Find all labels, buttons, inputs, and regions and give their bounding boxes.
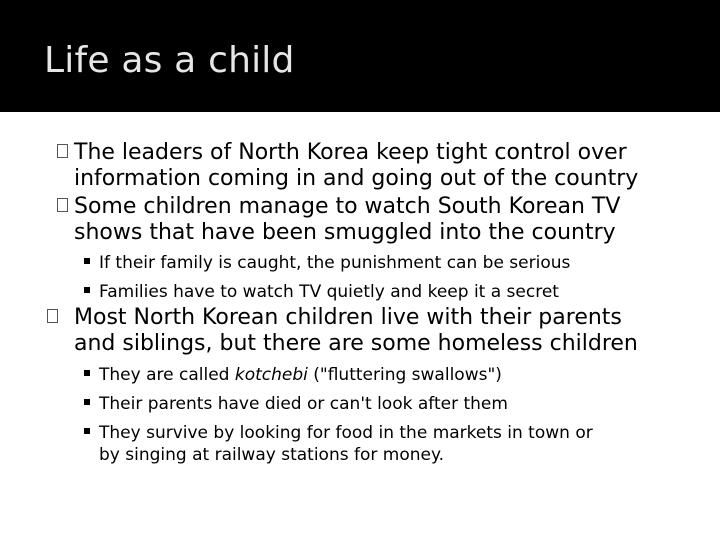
italic-term: kotchebi (234, 365, 308, 385)
sub-bullet-line: They survive by looking for food in the markets in town or (99, 423, 593, 443)
bullet-line: shows that have been smuggled into the country (74, 220, 616, 245)
sub-bullet-text (99, 422, 699, 466)
slide-title: Life as a child (44, 40, 295, 81)
bullet-text (74, 305, 694, 357)
square-bullet-icon (84, 428, 90, 434)
square-bullet-icon (84, 287, 90, 293)
bullet-box-icon (57, 144, 68, 158)
sub-bullet-text (99, 364, 699, 386)
sub-bullet-text: Their parents have died or can't look after them (99, 394, 508, 414)
text-segment: ("fluttering swallows") (307, 365, 502, 385)
bullet-line: and siblings, but there are some homeless children (74, 331, 638, 356)
bullet-box-icon (57, 198, 68, 212)
square-bullet-icon (84, 399, 90, 405)
square-bullet-icon (84, 258, 90, 264)
bullet-line: Most North Korean children live with their parents (74, 305, 622, 330)
bullet-line: The leaders of North Korea keep tight control over (74, 140, 627, 165)
square-bullet-icon (84, 370, 90, 376)
bullet-text (74, 140, 694, 192)
sub-bullet-text: If their family is caught, the punishment can be serious (99, 253, 571, 273)
sub-bullet-line: by singing at railway stations for money. (99, 445, 444, 465)
bullet-text (74, 194, 694, 246)
bullet-line: Some children manage to watch South Korean TV (74, 194, 621, 219)
text-segment: They are called (99, 365, 235, 385)
sub-bullet-text: Families have to watch TV quietly and keep it a secret (99, 282, 559, 302)
bullet-box-icon (47, 309, 58, 323)
bullet-line: information coming in and going out of the country (74, 166, 639, 191)
